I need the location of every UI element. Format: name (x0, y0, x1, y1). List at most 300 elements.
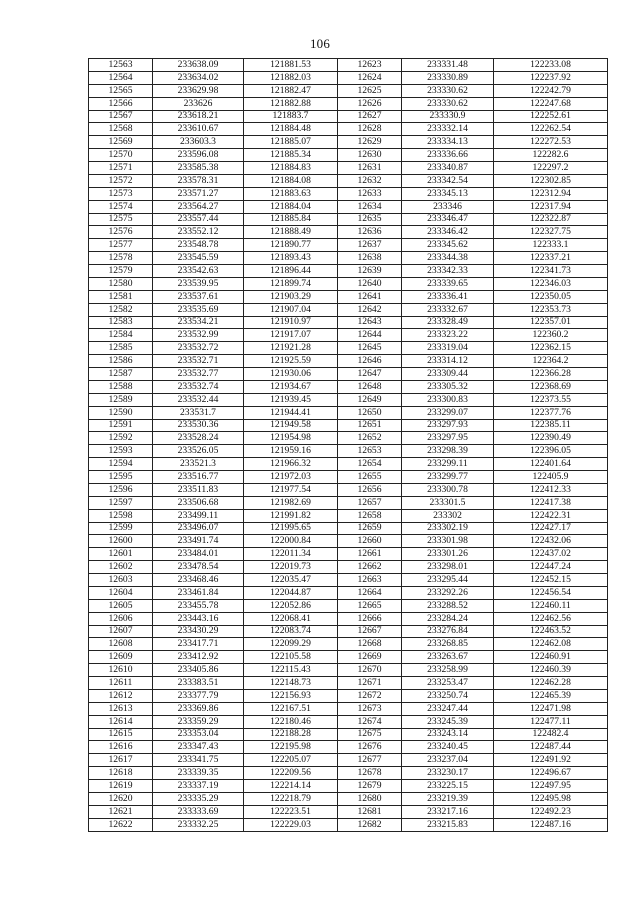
point-number-cell: 12655 (338, 471, 402, 484)
point-number-cell: 12649 (338, 393, 402, 406)
x-coordinate-cell: 233383.51 (153, 677, 244, 690)
point-number-cell: 12585 (89, 342, 153, 355)
x-coordinate-cell: 233337.19 (153, 780, 244, 793)
x-coordinate-cell: 233346 (402, 200, 494, 213)
y-coordinate-cell: 122218.79 (244, 792, 338, 805)
table-row (89, 561, 608, 574)
point-number-cell: 12632 (338, 174, 402, 187)
point-number-cell: 12590 (89, 406, 153, 419)
x-coordinate-cell: 233443.16 (153, 612, 244, 625)
y-coordinate-cell: 122497.95 (494, 780, 608, 793)
x-coordinate-cell: 233284.24 (402, 612, 494, 625)
y-coordinate-cell: 121977.54 (244, 483, 338, 496)
point-number-cell: 12631 (338, 162, 402, 175)
y-coordinate-cell: 122209.56 (244, 767, 338, 780)
y-coordinate-cell: 122495.98 (494, 792, 608, 805)
table-row (89, 458, 608, 471)
table-row (89, 612, 608, 625)
point-number-cell: 12610 (89, 664, 153, 677)
point-number-cell: 12566 (89, 97, 153, 110)
y-coordinate-cell: 121930.06 (244, 368, 338, 381)
x-coordinate-cell: 233468.46 (153, 574, 244, 587)
x-coordinate-cell: 233300.83 (402, 393, 494, 406)
x-coordinate-cell: 233247.44 (402, 702, 494, 715)
x-coordinate-cell: 233626 (153, 97, 244, 110)
x-coordinate-cell: 233455.78 (153, 599, 244, 612)
x-coordinate-cell: 233237.04 (402, 754, 494, 767)
x-coordinate-cell: 233332.25 (153, 818, 244, 831)
point-number-cell: 12588 (89, 380, 153, 393)
x-coordinate-cell: 233542.63 (153, 265, 244, 278)
point-number-cell: 12671 (338, 677, 402, 690)
table-row (89, 651, 608, 664)
y-coordinate-cell: 122462.08 (494, 638, 608, 651)
point-number-cell: 12582 (89, 303, 153, 316)
x-coordinate-cell: 233578.31 (153, 174, 244, 187)
x-coordinate-cell: 233506.68 (153, 496, 244, 509)
y-coordinate-cell: 122364.2 (494, 355, 608, 368)
table-row (89, 767, 608, 780)
y-coordinate-cell: 122337.21 (494, 252, 608, 265)
x-coordinate-cell: 233298.01 (402, 561, 494, 574)
x-coordinate-cell: 233346.47 (402, 213, 494, 226)
y-coordinate-cell: 122115.43 (244, 664, 338, 677)
x-coordinate-cell: 233299.07 (402, 406, 494, 419)
point-number-cell: 12612 (89, 689, 153, 702)
point-number-cell: 12629 (338, 136, 402, 149)
x-coordinate-cell: 233603.3 (153, 136, 244, 149)
table-row (89, 316, 608, 329)
point-number-cell: 12569 (89, 136, 153, 149)
y-coordinate-cell: 122272.53 (494, 136, 608, 149)
point-number-cell: 12603 (89, 574, 153, 587)
y-coordinate-cell: 121885.34 (244, 149, 338, 162)
point-number-cell: 12627 (338, 110, 402, 123)
x-coordinate-cell: 233330.89 (402, 71, 494, 84)
x-coordinate-cell: 233295.44 (402, 574, 494, 587)
table-row (89, 496, 608, 509)
x-coordinate-cell: 233564.27 (153, 200, 244, 213)
table-row (89, 638, 608, 651)
point-number-cell: 12599 (89, 522, 153, 535)
point-number-cell: 12667 (338, 625, 402, 638)
x-coordinate-cell: 233276.84 (402, 625, 494, 638)
point-number-cell: 12577 (89, 239, 153, 252)
x-coordinate-cell: 233333.69 (153, 805, 244, 818)
table-row (89, 239, 608, 252)
y-coordinate-cell: 122000.84 (244, 535, 338, 548)
table-row (89, 406, 608, 419)
x-coordinate-cell: 233532.77 (153, 368, 244, 381)
point-number-cell: 12639 (338, 265, 402, 278)
point-number-cell: 12625 (338, 84, 402, 97)
point-number-cell: 12657 (338, 496, 402, 509)
y-coordinate-cell: 121893.43 (244, 252, 338, 265)
y-coordinate-cell: 122437.02 (494, 548, 608, 561)
x-coordinate-cell: 233300.78 (402, 483, 494, 496)
point-number-cell: 12637 (338, 239, 402, 252)
point-number-cell: 12579 (89, 265, 153, 278)
y-coordinate-cell: 122302.85 (494, 174, 608, 187)
x-coordinate-cell: 233330.62 (402, 84, 494, 97)
x-coordinate-cell: 233328.49 (402, 316, 494, 329)
y-coordinate-cell: 122317.94 (494, 200, 608, 213)
y-coordinate-cell: 122487.44 (494, 741, 608, 754)
x-coordinate-cell: 233302 (402, 509, 494, 522)
x-coordinate-cell: 233417.71 (153, 638, 244, 651)
table-row (89, 187, 608, 200)
y-coordinate-cell: 121921.28 (244, 342, 338, 355)
point-number-cell: 12594 (89, 458, 153, 471)
x-coordinate-cell: 233319.04 (402, 342, 494, 355)
point-number-cell: 12672 (338, 689, 402, 702)
y-coordinate-cell: 121991.82 (244, 509, 338, 522)
x-coordinate-cell: 233331.48 (402, 59, 494, 72)
y-coordinate-cell: 121882.88 (244, 97, 338, 110)
x-coordinate-cell: 233596.08 (153, 149, 244, 162)
y-coordinate-cell: 122447.24 (494, 561, 608, 574)
x-coordinate-cell: 233571.27 (153, 187, 244, 200)
y-coordinate-cell: 121890.77 (244, 239, 338, 252)
table-row (89, 174, 608, 187)
y-coordinate-cell: 122427.17 (494, 522, 608, 535)
table-row (89, 818, 608, 831)
x-coordinate-cell: 233345.13 (402, 187, 494, 200)
table-row (89, 136, 608, 149)
x-coordinate-cell: 233292.26 (402, 586, 494, 599)
x-coordinate-cell: 233301.5 (402, 496, 494, 509)
point-number-cell: 12635 (338, 213, 402, 226)
y-coordinate-cell: 121917.07 (244, 329, 338, 342)
point-number-cell: 12654 (338, 458, 402, 471)
x-coordinate-cell: 233532.71 (153, 355, 244, 368)
x-coordinate-cell: 233548.78 (153, 239, 244, 252)
table-row (89, 535, 608, 548)
table-row (89, 754, 608, 767)
y-coordinate-cell: 121939.45 (244, 393, 338, 406)
y-coordinate-cell: 122368.69 (494, 380, 608, 393)
point-number-cell: 12600 (89, 535, 153, 548)
y-coordinate-cell: 122366.28 (494, 368, 608, 381)
table-row (89, 149, 608, 162)
x-coordinate-cell: 233461.84 (153, 586, 244, 599)
table-row (89, 252, 608, 265)
point-number-cell: 12580 (89, 277, 153, 290)
y-coordinate-cell: 122460.91 (494, 651, 608, 664)
y-coordinate-cell: 122188.28 (244, 728, 338, 741)
y-coordinate-cell: 122019.73 (244, 561, 338, 574)
x-coordinate-cell: 233530.36 (153, 419, 244, 432)
point-number-cell: 12620 (89, 792, 153, 805)
x-coordinate-cell: 233309.44 (402, 368, 494, 381)
table-row (89, 355, 608, 368)
x-coordinate-cell: 233298.39 (402, 445, 494, 458)
table-row (89, 574, 608, 587)
y-coordinate-cell: 122262.54 (494, 123, 608, 136)
page-number: 106 (309, 36, 331, 51)
y-coordinate-cell: 121899.74 (244, 277, 338, 290)
point-number-cell: 12564 (89, 71, 153, 84)
point-number-cell: 12656 (338, 483, 402, 496)
point-number-cell: 12574 (89, 200, 153, 213)
point-number-cell: 12567 (89, 110, 153, 123)
point-number-cell: 12604 (89, 586, 153, 599)
x-coordinate-cell: 233585.38 (153, 162, 244, 175)
table-row (89, 509, 608, 522)
x-coordinate-cell: 233430.29 (153, 625, 244, 638)
y-coordinate-cell: 122247.68 (494, 97, 608, 110)
point-number-cell: 12589 (89, 393, 153, 406)
x-coordinate-cell: 233301.26 (402, 548, 494, 561)
x-coordinate-cell: 233288.52 (402, 599, 494, 612)
x-coordinate-cell: 233484.01 (153, 548, 244, 561)
point-number-cell: 12650 (338, 406, 402, 419)
point-number-cell: 12674 (338, 715, 402, 728)
point-number-cell: 12591 (89, 419, 153, 432)
y-coordinate-cell: 122385.11 (494, 419, 608, 432)
x-coordinate-cell: 233359.29 (153, 715, 244, 728)
point-number-cell: 12677 (338, 754, 402, 767)
x-coordinate-cell: 233521.3 (153, 458, 244, 471)
y-coordinate-cell: 122223.51 (244, 805, 338, 818)
point-number-cell: 12651 (338, 419, 402, 432)
x-coordinate-cell: 233258.99 (402, 664, 494, 677)
x-coordinate-cell: 233528.24 (153, 432, 244, 445)
point-number-cell: 12644 (338, 329, 402, 342)
y-coordinate-cell: 121907.04 (244, 303, 338, 316)
table-row (89, 97, 608, 110)
table-row (89, 59, 608, 72)
y-coordinate-cell: 121972.03 (244, 471, 338, 484)
y-coordinate-cell: 121882.03 (244, 71, 338, 84)
point-number-cell: 12664 (338, 586, 402, 599)
table-row (89, 213, 608, 226)
y-coordinate-cell: 122360.2 (494, 329, 608, 342)
x-coordinate-cell: 233301.98 (402, 535, 494, 548)
table-row (89, 265, 608, 278)
x-coordinate-cell: 233323.22 (402, 329, 494, 342)
y-coordinate-cell: 121884.04 (244, 200, 338, 213)
y-coordinate-cell: 122327.75 (494, 226, 608, 239)
point-number-cell: 12680 (338, 792, 402, 805)
y-coordinate-cell: 122044.87 (244, 586, 338, 599)
point-number-cell: 12618 (89, 767, 153, 780)
y-coordinate-cell: 122465.39 (494, 689, 608, 702)
x-coordinate-cell: 233297.95 (402, 432, 494, 445)
point-number-cell: 12652 (338, 432, 402, 445)
x-coordinate-cell: 233225.15 (402, 780, 494, 793)
y-coordinate-cell: 122242.79 (494, 84, 608, 97)
y-coordinate-cell: 122417.38 (494, 496, 608, 509)
table-row (89, 419, 608, 432)
point-number-cell: 12575 (89, 213, 153, 226)
point-number-cell: 12681 (338, 805, 402, 818)
point-number-cell: 12571 (89, 162, 153, 175)
table-row (89, 483, 608, 496)
y-coordinate-cell: 122477.11 (494, 715, 608, 728)
x-coordinate-cell: 233478.54 (153, 561, 244, 574)
y-coordinate-cell: 122462.56 (494, 612, 608, 625)
x-coordinate-cell: 233516.77 (153, 471, 244, 484)
table-row (89, 432, 608, 445)
x-coordinate-cell: 233557.44 (153, 213, 244, 226)
table-row (89, 741, 608, 754)
point-number-cell: 12606 (89, 612, 153, 625)
y-coordinate-cell: 122214.14 (244, 780, 338, 793)
point-number-cell: 12568 (89, 123, 153, 136)
point-number-cell: 12602 (89, 561, 153, 574)
y-coordinate-cell: 122346.03 (494, 277, 608, 290)
point-number-cell: 12615 (89, 728, 153, 741)
coordinates-table-body (89, 59, 608, 832)
y-coordinate-cell: 122322.87 (494, 213, 608, 226)
table-row (89, 702, 608, 715)
x-coordinate-cell: 233491.74 (153, 535, 244, 548)
y-coordinate-cell: 121954.98 (244, 432, 338, 445)
point-number-cell: 12576 (89, 226, 153, 239)
table-row (89, 71, 608, 84)
y-coordinate-cell: 122462.28 (494, 677, 608, 690)
x-coordinate-cell: 233217.16 (402, 805, 494, 818)
point-number-cell: 12682 (338, 818, 402, 831)
x-coordinate-cell: 233511.83 (153, 483, 244, 496)
x-coordinate-cell: 233344.38 (402, 252, 494, 265)
table-row (89, 393, 608, 406)
y-coordinate-cell: 122422.31 (494, 509, 608, 522)
y-coordinate-cell: 122297.2 (494, 162, 608, 175)
point-number-cell: 12630 (338, 149, 402, 162)
table-row (89, 586, 608, 599)
table-row (89, 471, 608, 484)
point-number-cell: 12586 (89, 355, 153, 368)
point-number-cell: 12596 (89, 483, 153, 496)
point-number-cell: 12598 (89, 509, 153, 522)
y-coordinate-cell: 122390.49 (494, 432, 608, 445)
x-coordinate-cell: 233537.61 (153, 290, 244, 303)
point-number-cell: 12578 (89, 252, 153, 265)
x-coordinate-cell: 233634.02 (153, 71, 244, 84)
point-number-cell: 12640 (338, 277, 402, 290)
table-row (89, 792, 608, 805)
y-coordinate-cell: 122471.98 (494, 702, 608, 715)
y-coordinate-cell: 122205.07 (244, 754, 338, 767)
table-row (89, 522, 608, 535)
y-coordinate-cell: 122463.52 (494, 625, 608, 638)
y-coordinate-cell: 122487.16 (494, 818, 608, 831)
x-coordinate-cell: 233305.32 (402, 380, 494, 393)
point-number-cell: 12611 (89, 677, 153, 690)
table-row (89, 303, 608, 316)
point-number-cell: 12643 (338, 316, 402, 329)
point-number-cell: 12617 (89, 754, 153, 767)
point-number-cell: 12642 (338, 303, 402, 316)
point-number-cell: 12675 (338, 728, 402, 741)
x-coordinate-cell: 233253.47 (402, 677, 494, 690)
point-number-cell: 12624 (338, 71, 402, 84)
y-coordinate-cell: 121884.08 (244, 174, 338, 187)
y-coordinate-cell: 122341.73 (494, 265, 608, 278)
y-coordinate-cell: 121995.65 (244, 522, 338, 535)
point-number-cell: 12676 (338, 741, 402, 754)
point-number-cell: 12634 (338, 200, 402, 213)
x-coordinate-cell: 233535.69 (153, 303, 244, 316)
point-number-cell: 12563 (89, 59, 153, 72)
table-row (89, 329, 608, 342)
point-number-cell: 12648 (338, 380, 402, 393)
point-number-cell: 12661 (338, 548, 402, 561)
point-number-cell: 12679 (338, 780, 402, 793)
point-number-cell: 12622 (89, 818, 153, 831)
y-coordinate-cell: 121885.07 (244, 136, 338, 149)
point-number-cell: 12645 (338, 342, 402, 355)
point-number-cell: 12616 (89, 741, 153, 754)
point-number-cell: 12669 (338, 651, 402, 664)
y-coordinate-cell: 122105.58 (244, 651, 338, 664)
point-number-cell: 12660 (338, 535, 402, 548)
y-coordinate-cell: 122011.34 (244, 548, 338, 561)
table-row (89, 780, 608, 793)
x-coordinate-cell: 233353.04 (153, 728, 244, 741)
point-number-cell: 12573 (89, 187, 153, 200)
point-number-cell: 12668 (338, 638, 402, 651)
x-coordinate-cell: 233496.07 (153, 522, 244, 535)
y-coordinate-cell: 122237.92 (494, 71, 608, 84)
x-coordinate-cell: 233345.62 (402, 239, 494, 252)
x-coordinate-cell: 233339.35 (153, 767, 244, 780)
table-row (89, 548, 608, 561)
x-coordinate-cell: 233534.21 (153, 316, 244, 329)
table-row (89, 677, 608, 690)
y-coordinate-cell: 121881.53 (244, 59, 338, 72)
point-number-cell: 12607 (89, 625, 153, 638)
point-number-cell: 12662 (338, 561, 402, 574)
x-coordinate-cell: 233369.86 (153, 702, 244, 715)
table-row (89, 380, 608, 393)
y-coordinate-cell: 122148.73 (244, 677, 338, 690)
point-number-cell: 12666 (338, 612, 402, 625)
point-number-cell: 12678 (338, 767, 402, 780)
y-coordinate-cell: 122412.33 (494, 483, 608, 496)
point-number-cell: 12659 (338, 522, 402, 535)
y-coordinate-cell: 121884.83 (244, 162, 338, 175)
y-coordinate-cell: 122167.51 (244, 702, 338, 715)
x-coordinate-cell: 233545.59 (153, 252, 244, 265)
point-number-cell: 12658 (338, 509, 402, 522)
x-coordinate-cell: 233330.9 (402, 110, 494, 123)
y-coordinate-cell: 121949.58 (244, 419, 338, 432)
point-number-cell: 12570 (89, 149, 153, 162)
y-coordinate-cell: 122460.11 (494, 599, 608, 612)
x-coordinate-cell: 233268.85 (402, 638, 494, 651)
y-coordinate-cell: 122401.64 (494, 458, 608, 471)
table-row (89, 599, 608, 612)
point-number-cell: 12633 (338, 187, 402, 200)
x-coordinate-cell: 233297.93 (402, 419, 494, 432)
x-coordinate-cell: 233340.87 (402, 162, 494, 175)
x-coordinate-cell: 233299.77 (402, 471, 494, 484)
y-coordinate-cell: 122312.94 (494, 187, 608, 200)
x-coordinate-cell: 233335.29 (153, 792, 244, 805)
x-coordinate-cell: 233341.75 (153, 754, 244, 767)
x-coordinate-cell: 233342.33 (402, 265, 494, 278)
y-coordinate-cell: 121884.48 (244, 123, 338, 136)
table-row (89, 290, 608, 303)
table-row (89, 445, 608, 458)
point-number-cell: 12663 (338, 574, 402, 587)
y-coordinate-cell: 122492.23 (494, 805, 608, 818)
y-coordinate-cell: 122233.08 (494, 59, 608, 72)
y-coordinate-cell: 122083.74 (244, 625, 338, 638)
